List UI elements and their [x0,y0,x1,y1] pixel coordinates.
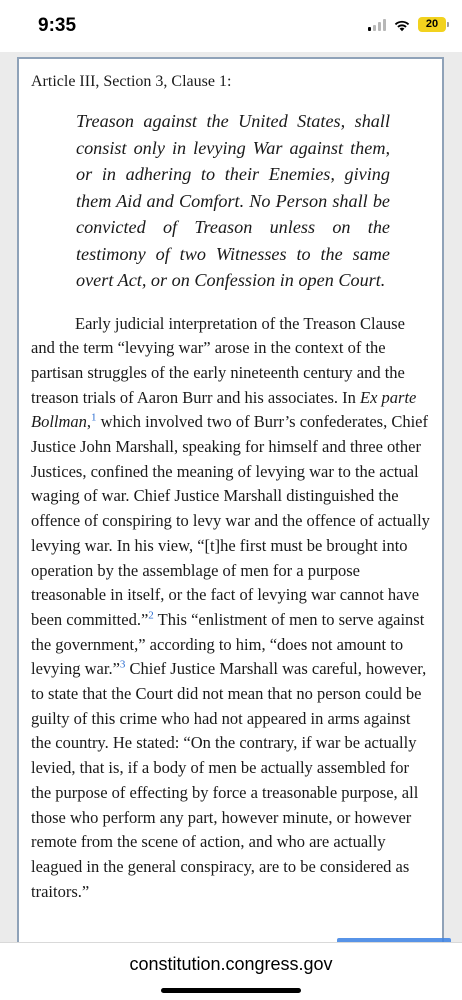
footnote-link-2[interactable]: 2 [148,609,154,622]
url-domain[interactable]: constitution.congress.gov [129,954,333,974]
para-text: Early judicial interpretation of the Treason Clause and the term “levying war” arose in the context of the partisan struggles of the early nineteenth century and the treason trials of Aaron Burr and his associates. In [31,313,405,407]
para-text: Chief Justice Marshall was careful, however, to state that the Court did not mean that no person could be guilty of this crime who had not appeared in arms against the country. He stated: “On the contrary, if war be actually levied, that is, if a body of men be actually assembled for the purpose of effecting by force a treasonable purpose, all those who perform any part, however minute, or however remote from the scene of action, and who are actually leagued in the general conspiracy, are to be considered as traitors.” [31,659,427,901]
status-icons [368,17,446,32]
para-text: This “enlistment of men to serve against the government,” according to him, “does not amount to levying war.” [31,609,425,679]
footnote-link-3[interactable]: 3 [119,658,126,671]
status-time: 9:35 [38,15,77,36]
page-content [0,52,462,942]
constitution-quote: Treason against the United States, shall consist only in levying War against them, or in adhering to their Enemies, giving them Aid and Comfort. No Person shall be convicted of Treason unless on the testimony of two Witnesses to the same overt Act, or on Confession in open Court. [76,111,390,290]
battery-icon: 20 [418,17,446,32]
home-indicator[interactable] [161,988,301,993]
article-box [17,57,444,957]
case-name: Ex parte Bollman [31,387,417,432]
status-bar [0,0,462,52]
para-text: , [86,412,92,432]
clause-heading: Article III, Section 3, Clause 1: [31,73,232,90]
body-paragraph [31,312,431,905]
para-text: which involved two of Burr’s confederates, Chief Justice John Marshall, speaking for himself and three other Justices, confined the meaning of levying war to the actual waging of war. Chief Justice Marshall distinguished the offence of conspiring to levy war and the offence of actually levying war. In his view, “[t]he first must be brought into operation by the assemblage of men for a purpose treasonable in itself, or the fact of levying war cannot have been committed.” [31,412,430,629]
signal-icon [368,19,386,31]
footnote-link-1[interactable]: 1 [91,411,97,424]
browser-address-bar[interactable] [0,942,462,1000]
wifi-icon [393,18,411,32]
